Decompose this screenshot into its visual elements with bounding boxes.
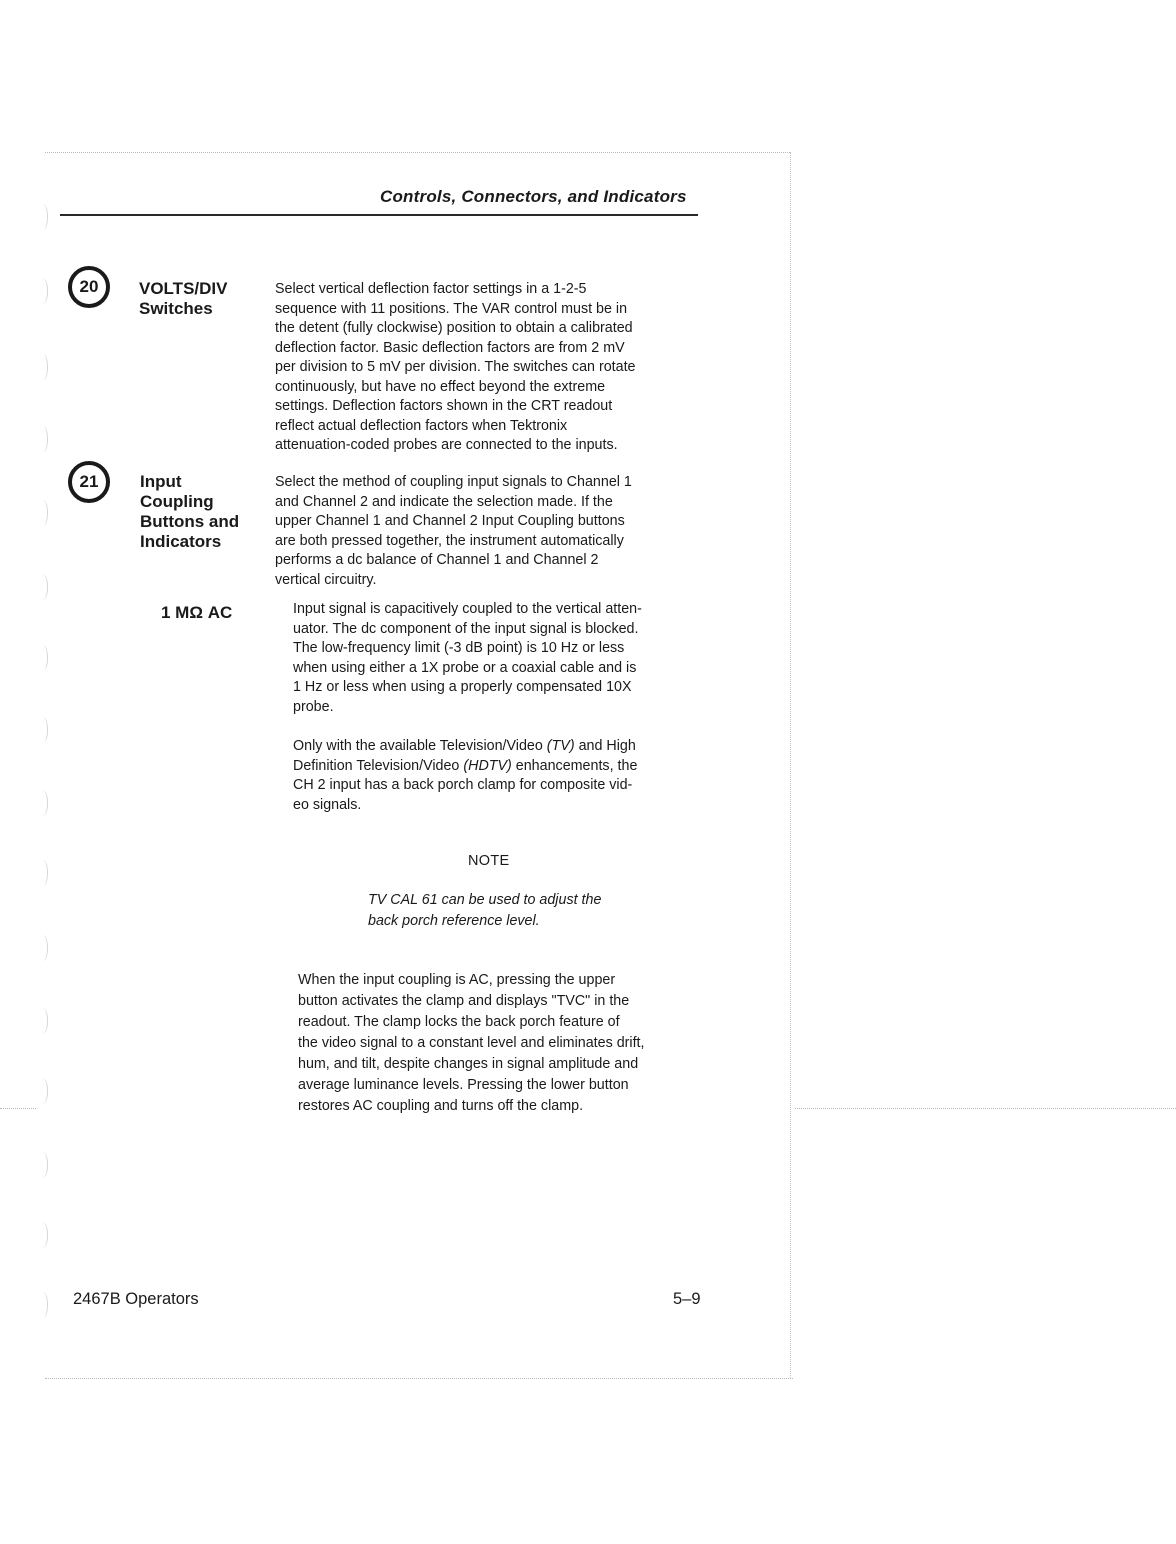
subsection-label-1mohm-ac: 1 MΩ AC [161,603,233,622]
binder-hole-mark [38,574,48,600]
subsection-paragraph-tv-hdtv [293,737,703,815]
section-description-input-coupling: Select the method of coupling input signals to Channel 1 and Channel 2 and indicate the selection made. If the upper Channel 1 and Channel 2 Input Coupling buttons are both pressed together, the instrument automatically performs a dc balance of Channel 1 and Channel 2 vertical circuitry. [275,474,632,588]
footer-page-number: 5–9 [673,1290,701,1308]
binder-hole-mark [38,860,48,886]
page-cut-mark-left [0,1108,36,1109]
binder-hole-mark [38,1222,48,1248]
page-header-title: Controls, Connectors, and Indicators [380,187,687,206]
binder-hole-mark [38,354,48,380]
binder-hole-mark [38,426,48,452]
binder-hole-mark [38,790,48,816]
header-rule [60,214,698,216]
clamp-description-paragraph: When the input coupling is AC, pressing the upper button activates the clamp and displays "TVC" in the readout. The clamp locks the back porch feature of the video signal to a constant level and eliminates drift, hum, and tilt, despite changes in signal amplitude and average luminance levels. Pressing the lower button restores AC coupling and turns off the clamp. [298,972,645,1114]
text-run: and High Definition Television/Video [293,738,636,774]
page-right-edge [790,152,791,1378]
binder-hole-mark [38,1292,48,1318]
text-run: Only with the available Television/Video [293,738,547,754]
text-run: enhancements, the CH 2 input has a back porch clamp for composite vid- eo signals. [293,757,638,813]
section-label-volts-div: VOLTS/DIV Switches [139,279,228,318]
section-label-input-coupling: Input Coupling Buttons and Indicators [140,472,240,551]
page-top-edge [45,152,790,153]
subsection-paragraph-capacitive: Input signal is capacitively coupled to the vertical atten- uator. The dc component of the input signal is blocked. The low-frequency limit (-3 dB point) is 10 Hz or less when using either a 1X probe or a coaxial cable and is 1 Hz or less when using a properly compensated 10X probe. [293,601,642,715]
hdtv-abbreviation: (HDTV) [463,757,512,774]
page-cut-mark-right [795,1108,1176,1109]
binder-hole-mark [38,500,48,526]
section-description-volts-div: Select vertical deflection factor settings in a 1-2-5 sequence with 11 positions. The VAR control must be in the detent (fully clockwise) position to obtain a calibrated deflection factor. Basic deflection factors are from 2 mV per division to 5 mV per division. The switches can rotate continuously, but have no effect beyond the extreme settings. Deflection factors shown in the CRT readout reflect actual deflection factors when Tektronix attenuation-coded probes are connected to the inputs. [275,281,636,453]
binder-hole-mark [38,1152,48,1178]
binder-hole-mark [38,278,48,304]
binder-hole-mark [38,1078,48,1104]
binder-hole-mark [38,1008,48,1034]
note-text: TV CAL 61 can be used to adjust the back porch reference level. [368,892,602,929]
callout-number-20: 20 [68,266,110,308]
page-bottom-edge [45,1378,793,1379]
binder-hole-mark [38,935,48,961]
binder-hole-mark [38,204,48,230]
binder-hole-mark [38,645,48,671]
callout-number-21: 21 [68,461,110,503]
footer-manual-name: 2467B Operators [73,1290,199,1308]
binder-hole-mark [38,717,48,743]
note-title: NOTE [468,853,510,869]
tv-abbreviation: (TV) [546,738,575,754]
